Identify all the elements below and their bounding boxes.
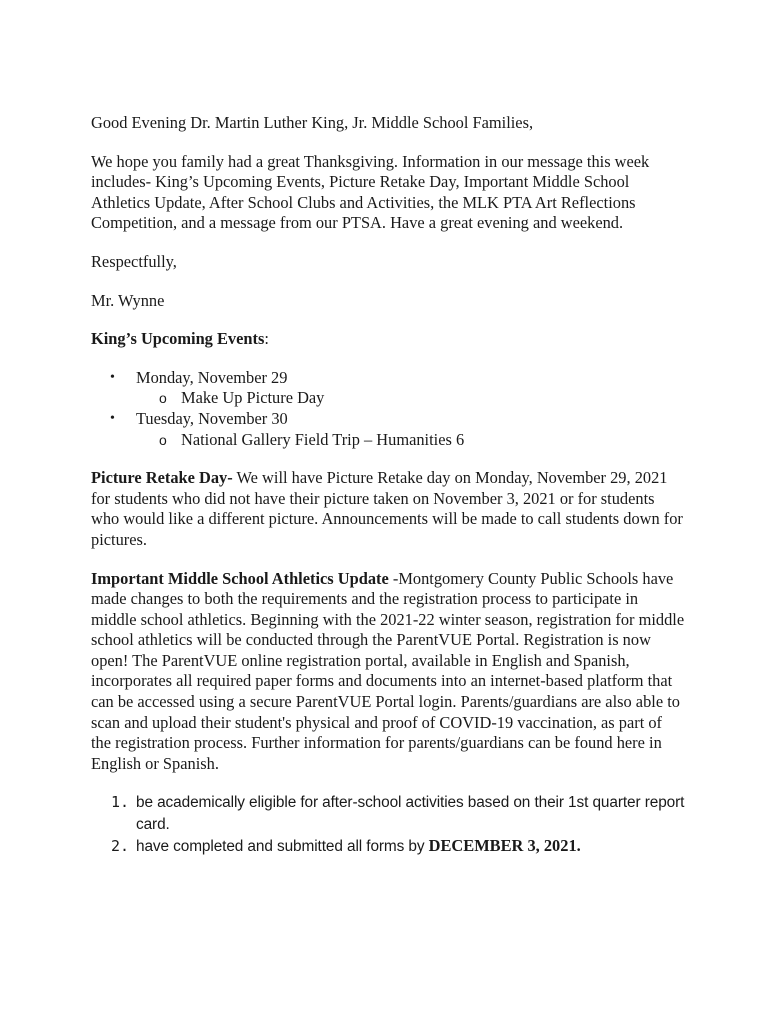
- requirement-item: [91, 792, 686, 835]
- upcoming-events-title: King’s Upcoming Events: [91, 329, 265, 349]
- upcoming-events-colon: :: [264, 329, 269, 349]
- picture-retake-body: We will have Picture Retake day on Monday, November 29, 2021 for students who did not have their picture taken on November 3, 2021 or for students who would like a different picture. Announcements will be made to call students down for pictures.: [91, 468, 683, 549]
- requirements-list: [91, 792, 686, 857]
- bullet-icon: •: [110, 369, 115, 385]
- requirement-text: be academically eligible for after-school activities based on their 1st quarter report card.: [136, 794, 685, 834]
- event-detail: Make Up Picture Day: [181, 388, 325, 408]
- sub-bullet-icon: o: [159, 431, 167, 448]
- letter-page: [91, 113, 686, 857]
- events-list: [91, 368, 686, 450]
- picture-retake-paragraph: [91, 468, 686, 550]
- event-detail: National Gallery Field Trip – Humanities 6: [181, 429, 465, 449]
- event-date: Tuesday, November 30: [136, 408, 288, 428]
- picture-retake-dash: -: [227, 468, 233, 488]
- requirement-item: [91, 836, 686, 858]
- requirement-number: 2.: [111, 836, 130, 855]
- upcoming-events-heading: [91, 329, 686, 350]
- event-item: [91, 409, 686, 450]
- event-sub-item: [136, 430, 686, 451]
- event-sub-list: [136, 430, 686, 451]
- athletics-body: -Montgomery County Public Schools have made changes to both the requirements and the registration process to participate in middle school athletics. Beginning with the 2021-22 winter season, registration for middle school athletics will be conducted through the ParentVUE Portal. Registration is now open! The ParentVUE online registration portal, available in English and Spanish, incorporates all required paper forms and documents into an internet-based platform that can be accessed using a secure ParentVUE Portal login. Parents/guardians are also able to scan and upload their student's physical and proof of COVID-19 vaccination, as part of the registration process. Further information for parents/guardians can be found here in English or Spanish.: [91, 568, 685, 773]
- athletics-heading: Important Middle School Athletics Update: [91, 568, 389, 588]
- event-sub-list: [136, 388, 686, 409]
- requirement-text: have completed and submitted all forms by: [136, 837, 429, 855]
- intro-paragraph: We hope you family had a great Thanksgiving. Information in our message this week includes- King’s Upcoming Events, Picture Retake Day, Important Middle School Athletics Update, After School Clubs and Activities, the MLK PTA Art Reflections Competition, and a message from our PTSA. Have a great evening and weekend.: [91, 151, 650, 233]
- event-item: [91, 368, 686, 409]
- event-date: Monday, November 29: [136, 367, 288, 387]
- picture-retake-heading: Picture Retake Day: [91, 468, 228, 488]
- event-sub-item: [136, 388, 686, 409]
- athletics-paragraph: [91, 569, 686, 775]
- requirement-number: 1.: [111, 793, 130, 812]
- sub-bullet-icon: o: [159, 390, 167, 407]
- greeting: Good Evening Dr. Martin Luther King, Jr. Middle School Families,: [91, 113, 534, 132]
- signature: Mr. Wynne: [91, 290, 165, 310]
- closing: Respectfully,: [91, 251, 177, 271]
- bullet-icon: •: [110, 410, 115, 426]
- requirement-deadline: DECEMBER 3, 2021.: [428, 835, 581, 855]
